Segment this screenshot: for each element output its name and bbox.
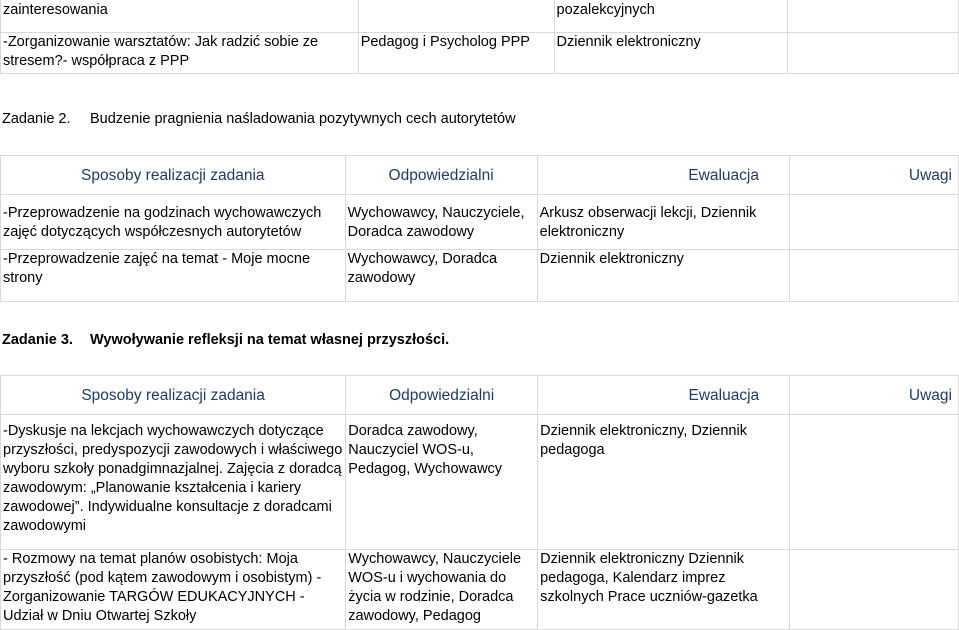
table-cell [789,250,958,302]
table-cell: Arkusz obserwacji lekcji, Dziennik elektroniczny [537,195,789,250]
table-cell: Dziennik elektroniczny Dziennik pedagoga, Kalendarz imprez szkolnych Prace uczniów-gazetka [538,550,790,630]
table-header-row [1,156,959,195]
task3-table [0,375,959,630]
column-header: Ewaluacja [537,156,789,195]
table-row [1,0,959,33]
table-cell [790,415,959,550]
table-cell [790,550,959,630]
task-number: Zadanie 3. [2,332,73,348]
column-header: Odpowiedzialni [346,376,538,415]
table-row [1,550,959,630]
table-cell: Doradca zawodowy, Nauczyciel WOS-u, Pedagog, Wychowawcy [346,415,538,550]
table-cell: -Dyskusje na lekcjach wychowawczych dotyczące przyszłości, predyspozycji zawodowych i właściwego wyboru szkoły ponadgimnazjalnej. Zajęcia z doradcą zawodowym: „Planowanie kształcenia i kariery zawodowej”. Indywidualne konsultacje z doradcami zawodowymi [1,415,346,550]
table-cell: Wychowawcy, Nauczyciele WOS-u i wychowania do życia w rodzinie, Doradca zawodowy, Pedagog [346,550,538,630]
table-row [1,415,959,550]
table-cell: - Rozmowy na temat planów osobistych: Moja przyszłość (pod kątem zawodowym i osobistym) - Zorganizowanie TARGÓW EDUKACYJNYCH - Udział w Dniu Otwartej Szkoły [1,550,346,630]
table-cell: Wychowawcy, Doradca zawodowy [345,250,537,302]
task-heading [2,331,449,350]
table-cell [789,195,958,250]
top-table [0,0,959,74]
task-title: Wywoływanie refleksji na temat własnej przyszłości. [90,332,450,348]
table-header-row [1,376,959,415]
table-cell: -Przeprowadzenie na godzinach wychowawczych zajęć dotyczących współczesnych autorytetów [1,195,346,250]
table-cell: Pedagog i Psycholog PPP [358,33,554,74]
column-header: Odpowiedzialni [345,156,537,195]
table-cell: Wychowawcy, Nauczyciele, Doradca zawodowy [345,195,537,250]
table-cell: Dziennik elektroniczny [537,250,789,302]
column-header: Sposoby realizacji zadania [1,156,346,195]
table-cell: Dziennik elektroniczny, Dziennik pedagoga [538,415,790,550]
table-cell: Dziennik elektroniczny [554,33,788,74]
table-cell: zainteresowania [1,0,359,33]
column-header: Uwagi [789,156,958,195]
table-row [1,33,959,74]
column-header: Ewaluacja [538,376,790,415]
table-cell [788,33,959,74]
task-title: Budzenie pragnienia naśladowania pozytywnych cech autorytetów [90,111,516,127]
table-cell [788,0,959,33]
column-header: Uwagi [790,376,959,415]
table-cell: -Zorganizowanie warsztatów: Jak radzić sobie ze stresem?- współpraca z PPP [1,33,359,74]
table-cell: -Przeprowadzenie zajęć na temat - Moje mocne strony [1,250,346,302]
table-row [1,250,959,302]
table-cell: pozalekcyjnych [554,0,788,33]
table-cell [358,0,554,33]
table-row [1,195,959,250]
task2-table [0,155,959,302]
column-header: Sposoby realizacji zadania [1,376,346,415]
task-heading [2,110,516,129]
task-number: Zadanie 2. [2,111,71,127]
